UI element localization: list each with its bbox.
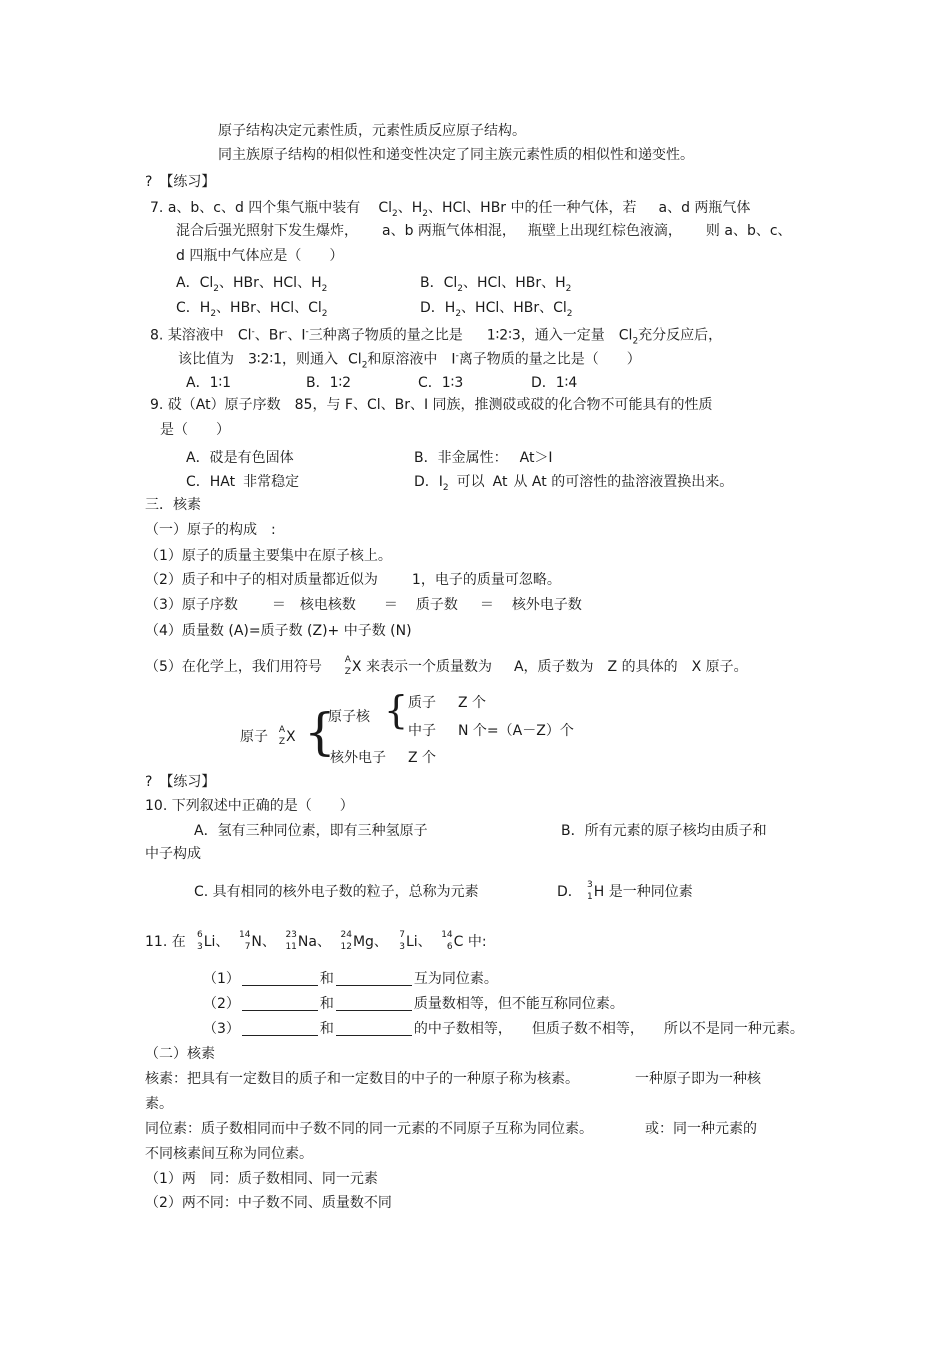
q9-text: 砹（At）原子序数 [167, 397, 281, 413]
option-text: 、HCl、HBr、Cl [461, 300, 567, 316]
point-text: ＝ [383, 597, 398, 613]
answer-blank[interactable] [242, 1021, 318, 1036]
q11-stem [145, 930, 487, 952]
q8-text: 、Br [254, 327, 285, 344]
q8-option-c: C．1∶3 [418, 375, 464, 391]
neutron-label: 中子 [408, 723, 436, 739]
nuclide-text: Li、 [405, 934, 432, 950]
q10-option-c: C. 具有相同的核外电子数的粒子，总称为元素 [194, 884, 479, 900]
atomic-number: 1 [587, 892, 593, 902]
option-text: D． [557, 884, 582, 900]
q10-option-a: A．氢有三种同位素，即有三种氢原子 [194, 823, 428, 839]
mass-number: 6 [196, 930, 203, 940]
neutron-row [408, 722, 574, 740]
nuclide-definition-cont: 素。 [145, 1096, 173, 1112]
mass-number: 24 [340, 930, 352, 940]
option-text: 从 At 的可溶性的盐溶液置换出来。 [513, 474, 734, 490]
option-text: At＞I [519, 450, 553, 466]
q8-text: 充分反应后， [638, 327, 723, 344]
q7-text: 、H [397, 200, 423, 216]
q8-text: Cl [348, 351, 362, 368]
subscript: 2 [210, 308, 217, 319]
mass-number: 23 [285, 930, 297, 940]
point-text: 1，电子的质量可忽略。 [411, 572, 561, 588]
point-text: 质子数 [415, 597, 458, 613]
nuclide-symbol [394, 930, 406, 952]
intro-line-2: 同主族原子结构的相似性和递变性决定了同主族元素性质的相似性和递变性。 [218, 147, 694, 163]
mass-number: 3 [587, 880, 593, 890]
subsection-title-2: （二）核素 [145, 1046, 215, 1062]
q11-text: 在 [171, 934, 186, 950]
q10-stem [145, 797, 354, 815]
point-text: 核电核数 [299, 597, 356, 613]
superscript: - [455, 351, 459, 361]
point-text: （5）在化学上，我们用符号 [145, 659, 322, 675]
q7-text: 、HCl、HBr 中的任一种气体，若 [427, 200, 637, 216]
q8-text: 某溶液中 [167, 327, 224, 344]
subscript: 2 [422, 208, 428, 219]
isotope-definition [145, 1120, 757, 1138]
q7-text: 混合后强光照射下发生爆炸， [176, 223, 358, 239]
item-text: 和 [319, 971, 334, 987]
point-5 [145, 655, 748, 677]
superscript: - [284, 327, 288, 337]
q10-option-b-cont: 中子构成 [145, 846, 201, 862]
q9-option-c [186, 473, 299, 491]
nuclide-text: Mg、 [352, 934, 388, 950]
q9-line-2: 是（ ） [160, 422, 230, 438]
q8-text: 离子物质的量之比是（ ） [458, 351, 641, 368]
q10-text: 下列叙述中正确的是（ ） [171, 798, 354, 814]
q8-option-b: B．1∶2 [306, 375, 352, 391]
subscript: 2 [213, 283, 219, 294]
q7-text: Cl [378, 200, 392, 216]
nuclide-symbol [438, 930, 454, 952]
option-text: B．Cl [420, 275, 458, 291]
q7-text: a、b 两瓶气体相混， [382, 223, 516, 239]
answer-blank[interactable] [336, 1021, 412, 1036]
point-text: A，质子数为 [513, 659, 594, 675]
point-text: ＝ [479, 597, 494, 613]
subscript: 2 [457, 283, 464, 294]
q11-item-1 [203, 970, 498, 988]
mass-number: A [344, 655, 351, 665]
practice-label-2: ? 【练习】 [145, 774, 216, 790]
item-text: 和 [319, 1021, 334, 1037]
answer-blank[interactable] [336, 971, 412, 986]
item-text: 互为同位素。 [413, 971, 498, 987]
answer-blank[interactable] [242, 996, 318, 1011]
element-symbol: X [286, 729, 296, 745]
option-text: C．H [176, 300, 211, 316]
q8-line-2 [178, 347, 641, 374]
definition-text: 一种原子即为一种核 [635, 1071, 761, 1087]
option-text: 、HBr、HCl、Cl [216, 300, 322, 316]
q9-option-a: A．砹是有色固体 [186, 450, 294, 466]
electron-row [330, 749, 436, 767]
answer-blank[interactable] [242, 971, 318, 986]
electron-count: Z 个 [408, 750, 437, 766]
q7-line-3: d 四瓶中气体应是（ ） [176, 248, 344, 264]
point-2 [145, 571, 561, 589]
practice-label: ? 【练习】 [145, 174, 216, 190]
option-text: 可以 [456, 474, 485, 490]
nuclide-symbol [192, 930, 204, 952]
atomic-number: 3 [399, 942, 405, 952]
option-text: 非常稳定 [243, 474, 300, 490]
q8-text: 1∶2∶3，通入一定量 [486, 327, 605, 344]
mass-number: A [278, 725, 285, 735]
q8-text: 和原溶液中 [367, 351, 438, 368]
nuclide-symbol [274, 725, 286, 747]
big-brace: { [304, 703, 336, 761]
q7-text: 瓶壁上出现红棕色液滴， [527, 223, 682, 239]
subscript: 2 [321, 308, 328, 319]
answer-blank[interactable] [336, 996, 412, 1011]
q7-line-2 [176, 222, 792, 240]
q7-option-a [176, 274, 327, 298]
option-text: At [492, 474, 508, 490]
atom-label: 原子 [240, 729, 268, 745]
option-text: D．H [420, 300, 456, 316]
electron-label: 核外电子 [330, 750, 386, 766]
q11-item-2 [203, 995, 624, 1013]
option-text: B．非金属性： [414, 450, 508, 466]
q7-text: 则 a、b、c、 [705, 223, 792, 239]
option-text: C．HAt [186, 474, 236, 490]
q7-option-c [176, 299, 328, 323]
q8-text: Cl [618, 327, 633, 344]
subscript: 2 [566, 308, 573, 319]
subscript: 2 [632, 336, 639, 347]
atomic-number: 7 [244, 942, 251, 952]
option-text: H 是一种同位素 [593, 884, 693, 900]
q7-number: 7. [150, 200, 164, 216]
q7-option-d [420, 299, 573, 323]
definition-text: 核素：把具有一定数目的质子和一定数目的中子的一种原子称为核素。 [145, 1071, 579, 1087]
proton-label: 质子 [408, 695, 436, 711]
q11-number: 11. [145, 934, 168, 950]
q8-option-d: D．1∶4 [531, 375, 578, 391]
subscript: 2 [442, 482, 449, 493]
item-text: 的中子数相等， [413, 1021, 512, 1037]
definition-text: 或：同一种元素的 [645, 1121, 757, 1137]
mass-number: 7 [399, 930, 405, 940]
q9-option-b [414, 449, 553, 467]
isotope-point-1: （1）两 同：质子数相同、同一元素 [145, 1171, 378, 1187]
atomic-number: 3 [196, 942, 203, 952]
superscript: - [305, 327, 309, 337]
nuclide-symbol [282, 930, 298, 952]
subscript: 2 [391, 208, 398, 219]
subscript: 2 [361, 360, 368, 371]
item-text: 质量数相等，但不能互称同位素。 [413, 996, 624, 1012]
point-text: X 来表示一个质量数为 [351, 659, 492, 675]
atomic-number: Z [344, 667, 351, 677]
nuclide-symbol [582, 880, 594, 902]
nuclide-text: Li、 [203, 934, 230, 950]
proton-row [408, 694, 486, 712]
subscript: 2 [565, 283, 572, 294]
neutron-count: N 个=（A－Z）个 [458, 723, 574, 739]
point-text: Z 的具体的 [607, 659, 678, 675]
q8-text: 3∶2∶1，则通入 [248, 351, 339, 368]
section-title: 三．核素 [145, 497, 201, 513]
atomic-number: 12 [340, 942, 352, 952]
item-text: 所以不是同一种元素。 [663, 1021, 804, 1037]
q9-option-d [414, 473, 733, 497]
nuclide-text: C 中: [453, 934, 487, 950]
point-4: （4）质量数 (A)=质子数 (Z)+ 中子数 (N) [145, 623, 412, 639]
atomic-number: Z [278, 737, 285, 747]
item-number: （3） [203, 1021, 240, 1037]
q10-number: 10. [145, 798, 168, 814]
q9-line-1 [150, 396, 713, 414]
isotope-definition-cont: 不同核素间互称为同位素。 [145, 1146, 313, 1162]
item-number: （1） [203, 971, 240, 987]
nuclide-text: Na、 [297, 934, 331, 950]
subscript: 2 [455, 308, 462, 319]
q9-text: 85，与 F、Cl、Br、I 同族，推测砹或砹的化合物不可能具有的性质 [294, 397, 713, 413]
item-text: 但质子数不相等， [531, 1021, 644, 1037]
nuclide-text: N、 [251, 934, 276, 950]
subsection-title: （一）原子的构成 : [145, 522, 276, 538]
superscript: - [251, 327, 255, 337]
q7-option-b [420, 274, 571, 298]
definition-text: 同位素：质子数相同而中子数不同的同一元素的不同原子互称为同位素。 [145, 1121, 593, 1137]
q8-text: 该比值为 [178, 351, 234, 368]
q8-option-a: A．1∶1 [186, 375, 232, 391]
mass-number: 14 [441, 930, 453, 940]
item-text: 和 [319, 996, 334, 1012]
q8-number: 8. [150, 327, 164, 344]
intro-line-1: 原子结构决定元素性质，元素性质反应原子结构。 [218, 123, 526, 139]
point-text: ＝ [271, 597, 286, 613]
point-3 [145, 596, 582, 614]
point-text: X 原子。 [691, 659, 748, 675]
point-text: （2）质子和中子的相对质量都近似为 [145, 572, 378, 588]
point-1: （1）原子的质量主要集中在原子核上。 [145, 548, 392, 564]
atomic-number: 11 [285, 942, 297, 952]
item-number: （2） [203, 996, 240, 1012]
diagram-atom [240, 725, 296, 747]
option-text: 、HBr、HCl、H [218, 275, 322, 291]
q10-option-b: B．所有元素的原子核均由质子和 [561, 823, 767, 839]
option-text: D．I [414, 474, 443, 490]
q7-text: a、b、c、d 四个集气瓶中装有 [167, 200, 361, 216]
option-text: A．Cl [176, 275, 214, 291]
subscript: 2 [321, 283, 328, 294]
q8-text: Cl [237, 327, 252, 344]
nucleus-label: 原子核 [328, 709, 370, 725]
q8-text: 三种离子物质的量之比是 [308, 327, 463, 344]
q7-line-1 [150, 199, 750, 223]
nuclide-symbol [235, 930, 251, 952]
q8-text: I [451, 351, 456, 368]
nuclide-definition [145, 1070, 761, 1088]
option-text: 、HCl、HBr、H [463, 275, 566, 291]
point-text: （3）原子序数 [145, 597, 238, 613]
q8-text: 、I [287, 327, 306, 344]
small-brace: { [384, 688, 409, 732]
q11-item-3 [203, 1020, 804, 1038]
atomic-number: 6 [446, 942, 453, 952]
mass-number: 14 [238, 930, 251, 940]
q7-text: a、d 两瓶气体 [658, 200, 751, 216]
isotope-point-2: （2）两不同：中子数不同、质量数不同 [145, 1195, 392, 1211]
proton-count: Z 个 [458, 695, 487, 711]
q9-number: 9. [150, 397, 164, 413]
nuclide-symbol [340, 655, 352, 677]
q10-option-d [557, 880, 693, 902]
nuclide-symbol [337, 930, 353, 952]
point-text: 核外电子数 [511, 597, 582, 613]
